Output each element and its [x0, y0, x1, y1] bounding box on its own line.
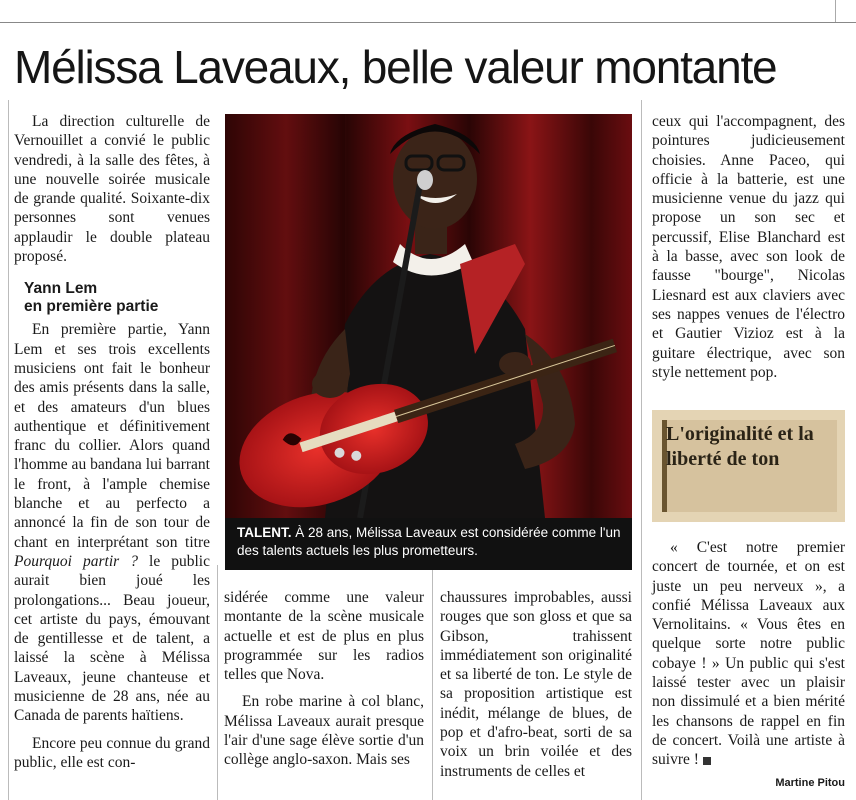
text-run: le public aurait bien joué les prolongations... Beau joueur, cet artiste du pays, émouvant de gentillesse et de talent, a laissé la scène à Mélissa Laveaux, jeune chanteuse et musicienne de 28 ans, née au Canada de parents haïtiens. — [14, 552, 210, 725]
song-title: Pourquoi partir ? — [14, 552, 138, 570]
article-column-1 — [14, 112, 210, 772]
pull-quote-box — [652, 410, 845, 522]
page-top-rule — [0, 0, 856, 28]
column-rule — [432, 565, 433, 800]
section-subhead — [24, 280, 210, 316]
article-column-3 — [440, 588, 632, 781]
caption-label: TALENT. — [237, 525, 292, 540]
text-run: « C'est notre premier concert de tournée, et on est juste un peu nerveux », a confié Mélissa Laveaux aux Vernolitains. « Vous êtes en quelque sorte notre public cobaye ! » Un public qui s'est laissé tester avec un plaisir non dissimulé et a bien mérité les chansons de rappel en fin de concert. Voilà une artiste à suivre ! — [652, 539, 845, 769]
article-paragraph: chaussures improbables, aussi rouges que son gloss et que sa Gibson, trahissent immédiatement son originalité et sa liberté de ton. Le style de sa proposition artistique est inédit, mélange de blues, de pop et d'afro-beat, sorti de sa voix un brin voilée et des instruments de celles et — [440, 589, 632, 780]
article-paragraph: La direction culturelle de Vernouillet a convié le public vendredi, à la salle des fêtes, à une nouvelle soirée musicale de grande qualité. Soixante-dix personnes sont venues applaudir le double plateau proposé. — [14, 113, 210, 266]
article-paragraph — [652, 538, 845, 770]
divider — [0, 22, 856, 23]
author-signature: Martine Pitou — [775, 776, 845, 789]
article-paragraph: ceux qui l'accompagnent, des pointures judicieusement choisies. Anne Paceo, qui officie à la batterie, est une musicienne venue du jazz qui propose un son sec et percussif, Elise Blanchard est à la basse, avec son look de fausse "bourge", Nicolas Liesnard est aux claviers avec ses nappes venues de l'électro et Gautier Vizioz est à la guitare électrique, avec son style nettement pop. — [652, 113, 845, 381]
text-run: En première partie, Yann Lem et ses trois excellents musiciens ont fait le bonheur des amis présents dans la salle, et des amateurs d'un blues authentique et définitivement franc du collier. Alors quand l'homme au bandana lui barrant le front, à l'ample chemise blanche et au perfecto a annoncé la fin de son tour de chant en interprétant son titre — [14, 321, 210, 551]
article-paragraph: En robe marine à col blanc, Mélissa Laveaux aurait presque l'air d'une sage élève sortie d'un collège anglo-saxon. Mais ses — [224, 693, 424, 769]
subhead-line: en première partie — [24, 298, 159, 316]
column-rule — [8, 100, 9, 800]
article-column-2 — [224, 588, 424, 770]
column-rule — [641, 100, 642, 800]
pull-quote: L'originalité et la liberté de ton — [666, 423, 814, 470]
article-paragraph — [14, 320, 210, 725]
article-paragraph: Encore peu connue du grand public, elle est con- — [14, 734, 210, 771]
article-paragraph: sidérée comme une valeur montante de la scène musicale actuelle et est de plus en plus programmée sur les radios telles que Nova. — [224, 589, 424, 684]
column-rule — [217, 565, 218, 800]
article-column-4 — [652, 112, 845, 382]
article-column-4-lower — [652, 538, 845, 793]
subhead-line: Yann Lem — [24, 280, 98, 298]
article-headline: Mélissa Laveaux, belle valeur montante — [14, 41, 777, 93]
photo-caption — [225, 518, 632, 570]
concert-photo — [225, 114, 632, 518]
end-square-icon — [703, 757, 711, 765]
frame-corner — [835, 0, 844, 22]
singer-with-guitar-illustration — [225, 114, 632, 518]
caption-text: À 28 ans, Mélissa Laveaux est considérée comme l'un des talents actuels les plus prometteurs. — [237, 525, 621, 558]
